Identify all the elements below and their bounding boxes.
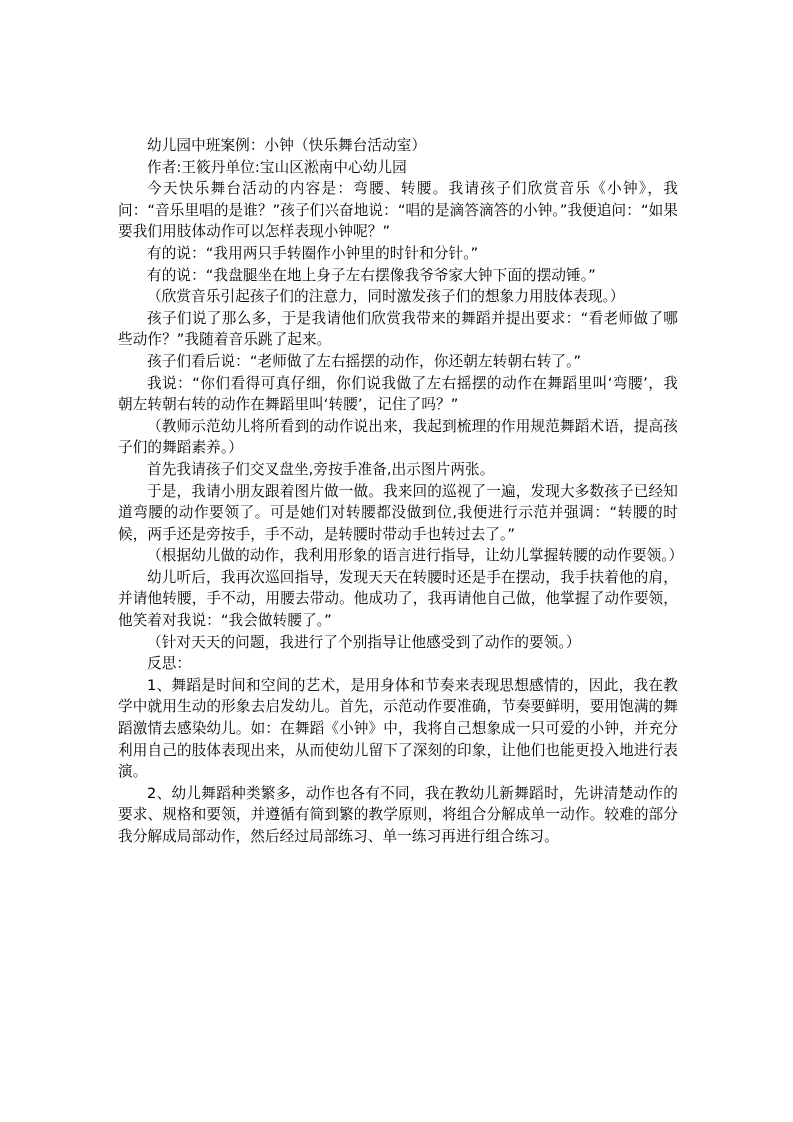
document-title: 幼儿园中班案例：小钟（快乐舞台活动室）	[147, 137, 427, 154]
paragraph: 孩子们看后说：“老师做了左右摇摆的动作，你还朝左转朝右转了。”	[147, 352, 582, 370]
paragraph: 今天快乐舞台活动的内容是：弯腰、转腰。我请孩子们欣赏音乐《小钟》，我问：“音乐里唱的是谁？”孩子们兴奋地说：“唱的是滴答滴答的小钟。”我便追问：“如果要我们用肢体动作可以怎样表现小钟呢？”	[118, 180, 678, 241]
document-body	[118, 135, 684, 848]
paragraph: （欣赏音乐引起孩子们的注意力，同时激发孩子们的想象力用肢体表现。）	[147, 288, 625, 306]
paragraph: 有的说：“我盘腿坐在地上身子左右摆像我爷爷家大钟下面的摆动锤。”	[147, 266, 596, 284]
reflection-heading: 反思：	[147, 655, 192, 673]
paragraph: 我说：“你们看得可真仔细，你们说我做了左右摇摆的动作在舞蹈里叫‘弯腰’，我朝左转朝右转的动作在舞蹈里叫‘转腰’，记住了吗？”	[118, 374, 678, 414]
paragraph: （根据幼儿做的动作，我利用形象的语言进行指导，让幼儿掌握转腰的动作要领。）	[147, 547, 684, 565]
paragraph: 1、舞蹈是时间和空间的艺术，是用身体和节奏来表现思想感情的，因此，我在教学中就用生动的形象去启发幼儿。首先，示范动作要准确，节奏要鲜明，要用饱满的舞蹈激情去感染幼儿。如：在舞蹈《小钟》中，我将自己想象成一只可爱的小钟，并充分利用自己的肢体表现出来，从而使幼儿留下了深刻的印象，让他们也能更投入地进行表演。	[118, 676, 678, 781]
author-line: 作者:王筱丹单位:宝山区淞南中心幼儿园	[147, 158, 407, 176]
paragraph: （教师示范幼儿将所看到的动作说出来，我起到梳理的作用规范舞蹈术语，提高孩子们的舞蹈素养。）	[118, 417, 678, 457]
paragraph: 于是，我请小朋友跟着图片做一做。我来回的巡视了一遍，发现大多数孩子已经知道弯腰的动作要领了。可是她们对转腰都没做到位,我便进行示范并强调：“转腰的时候，两手还是旁按手，手不动，是转腰时带动手也转过去了。”	[118, 482, 678, 543]
paragraph: 首先我请孩子们交叉盘坐,旁按手准备,出示图片两张。	[147, 460, 495, 478]
paragraph: 2、幼儿舞蹈种类繁多，动作也各有不同，我在教幼儿新舞蹈时，先讲清楚动作的要求、规格和要领，并遵循有简到繁的教学原则，将组合分解成单一动作。较难的部分我分解成局部动作，然后经过局部练习、单一练习再进行组合练习。	[118, 784, 678, 845]
paragraph: 幼儿听后，我再次巡回指导，发现天天在转腰时还是手在摆动，我手扶着他的肩，并请他转腰，手不动，用腰去带动。他成功了，我再请他自己做，他掌握了动作要领，他笑着对我说：“我会做转腰了。”	[118, 568, 678, 630]
paragraph: （针对天天的问题，我进行了个别指导让他感受到了动作的要领。）	[147, 633, 581, 651]
paragraph: 有的说：“我用两只手转圈作小钟里的时针和分针。”	[147, 244, 479, 262]
paragraph: 孩子们说了那么多，于是我请他们欣赏我带来的舞蹈并提出要求：“看老师做了哪些动作？”我随着音乐跳了起来。	[118, 309, 678, 349]
